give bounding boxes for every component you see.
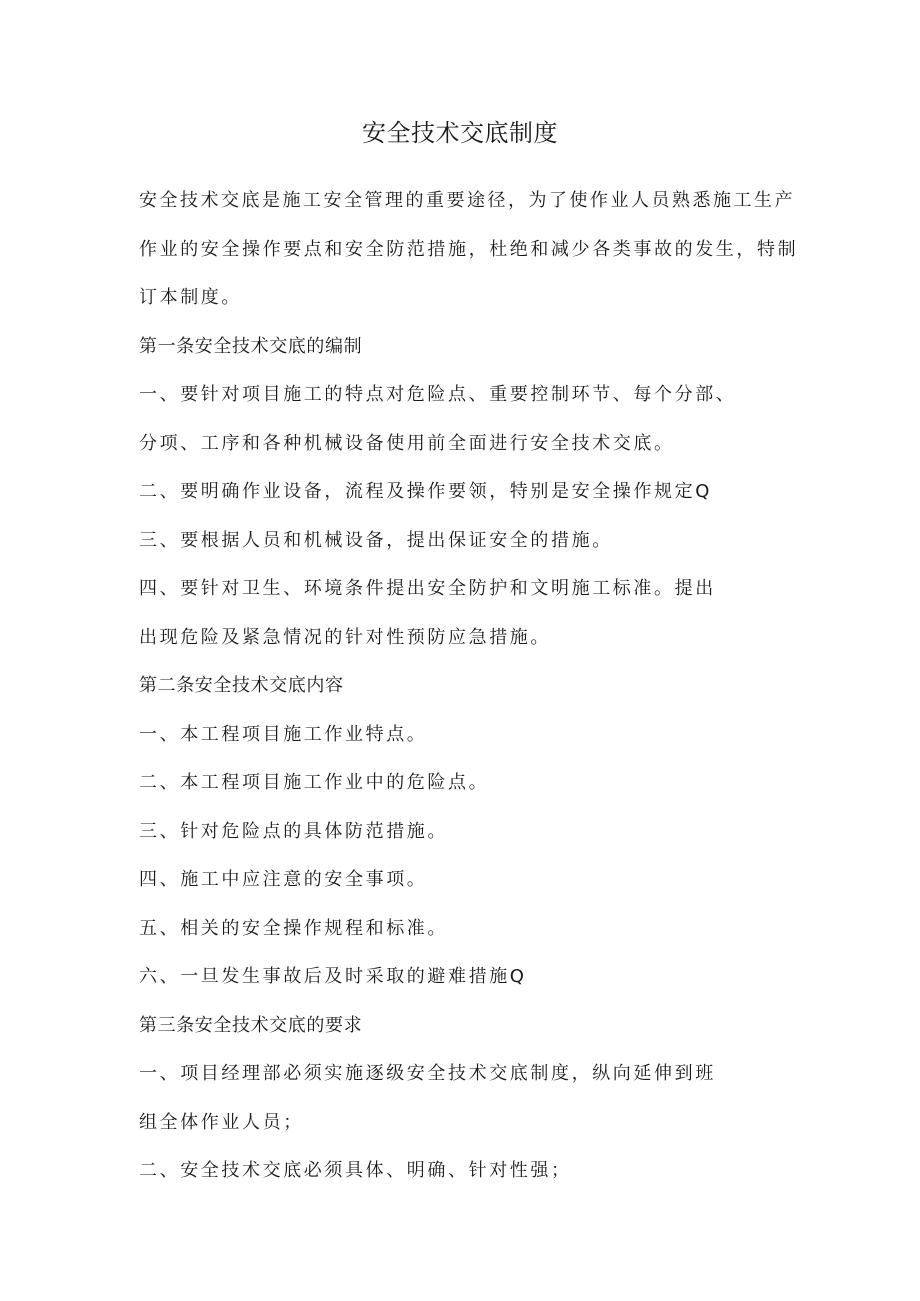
clause-line: 四、要针对卫生、环境条件提出安全防护和文明施工标准。提出 <box>139 578 716 599</box>
clause-line: 一、项目经理部必须实施逐级安全技术交底制度，纵向延伸到班 <box>139 1063 716 1084</box>
intro-paragraph-line: 作业的安全操作要点和安全防范措施，杜绝和减少各类事故的发生，特制 <box>139 238 799 260</box>
section-heading-article-3: 第三条安全技术交底的要求 <box>139 1014 363 1036</box>
intro-paragraph-line: 安全技术交底是施工安全管理的重要途径，为了使作业人员熟悉施工生产 <box>139 190 795 211</box>
document-title: 安全技术交底制度 <box>362 119 558 147</box>
clause-line: 一、本工程项目施工作业特点。 <box>139 723 428 745</box>
clause-line: 二、安全技术交底必须具体、明确、针对性强； <box>139 1160 572 1181</box>
clause-line: 出现危险及紧急情况的针对性预防应急措施。 <box>139 626 551 648</box>
intro-paragraph-line: 订本制度。 <box>139 287 242 308</box>
clause-line: 三、针对危险点的具体防范措施。 <box>139 820 448 842</box>
clause-line: 四、施工中应注意的安全事项。 <box>139 869 428 890</box>
clause-line: 组全体作业人员； <box>139 1111 304 1133</box>
section-heading-article-2: 第二条安全技术交底内容 <box>139 675 344 696</box>
document-body <box>139 181 799 1200</box>
clause-line: 六、一旦发生事故后及时采取的避难措施Q <box>139 966 527 987</box>
clause-line: 分项、工序和各种机械设备使用前全面进行安全技术交底。 <box>139 432 675 454</box>
clause-line: 三、要根据人员和机械设备，提出保证安全的措施。 <box>139 529 613 551</box>
clause-line: 五、相关的安全操作规程和标准。 <box>139 917 448 939</box>
clause-line: 二、要明确作业设备，流程及操作要领，特别是安全操作规定Q <box>139 481 712 502</box>
clause-line: 一、要针对项目施工的特点对危险点、重要控制环节、每个分部、 <box>139 384 737 405</box>
section-heading-article-1: 第一条安全技术交底的编制 <box>139 335 363 357</box>
clause-line: 二、本工程项目施工作业中的危险点。 <box>139 772 490 793</box>
